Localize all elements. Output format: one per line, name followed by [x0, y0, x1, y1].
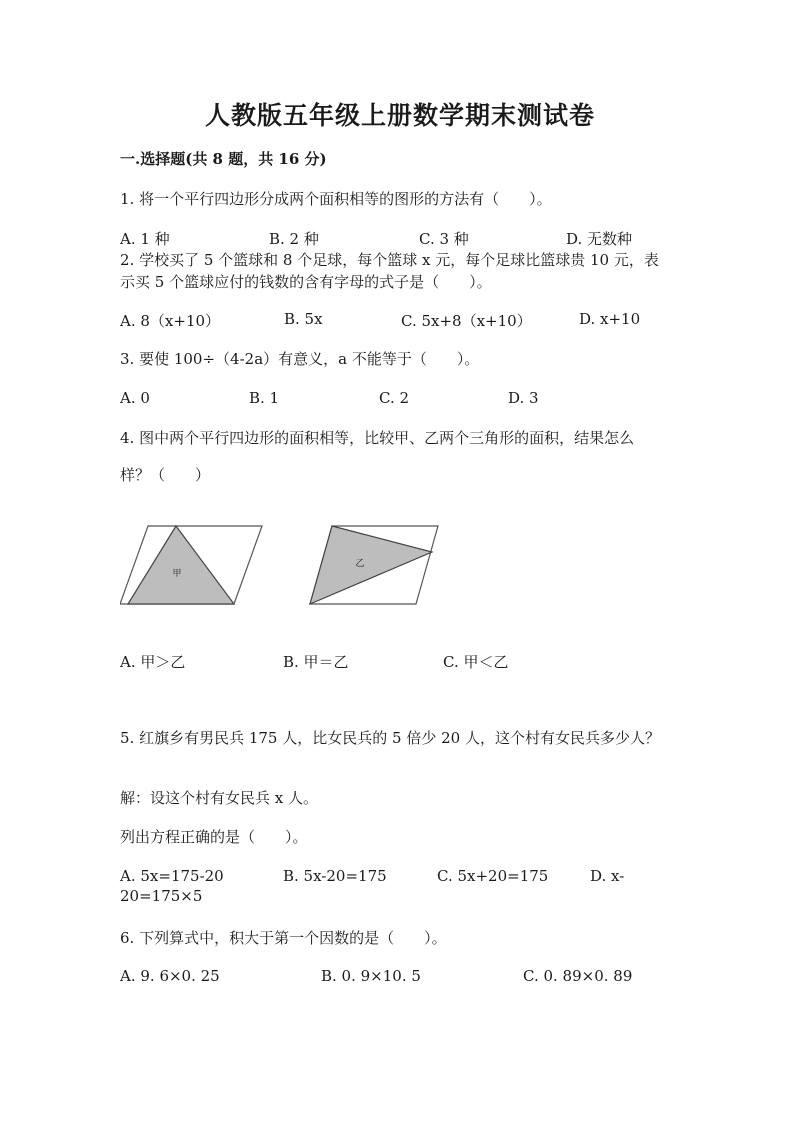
question-5-option-b: B. 5x-20=175: [283, 867, 387, 885]
question-3-text: 3. 要使 100÷（4-2a）有意义，a 不能等于（ ）。: [120, 350, 480, 368]
question-5-prompt: 列出方程正确的是（ ）。: [120, 828, 308, 846]
question-4-text-line-1: 4. 图中两个平行四边形的面积相等，比较甲、乙两个三角形的面积，结果怎么: [120, 429, 635, 447]
question-2-text-line-2: 示买 5 个篮球应付的钱数的含有字母的式子是（ ）。: [120, 273, 492, 291]
page-title: 人教版五年级上册数学期末测试卷: [204, 101, 595, 130]
question-2-option-b: B. 5x: [284, 310, 323, 328]
question-1-option-b: B. 2 种: [269, 230, 319, 248]
question-2-option-d: D. x+10: [579, 310, 641, 328]
section-heading: 一.选择题(共 8 题，共 16 分): [120, 150, 327, 168]
question-4-option-c: C. 甲＜乙: [443, 653, 509, 671]
parallelogram-figure: [120, 520, 450, 610]
question-3-option-c: C. 2: [379, 389, 410, 407]
question-5-solution: 解：设这个村有女民兵 x 人。: [120, 789, 318, 807]
question-3-option-d: D. 3: [508, 389, 539, 407]
question-6-option-c: C. 0. 89×0. 89: [523, 967, 633, 985]
question-4-text-line-2: 样？（ ）: [120, 466, 211, 484]
label-yi: 乙: [355, 559, 365, 569]
label-jia: 甲: [172, 569, 182, 579]
question-1-option-d: D. 无数种: [566, 230, 633, 248]
question-5-text: 5. 红旗乡有男民兵 175 人，比女民兵的 5 倍少 20 人，这个村有女民兵多少人？: [120, 729, 660, 747]
question-1-option-c: C. 3 种: [419, 230, 469, 248]
question-3-option-a: A. 0: [120, 389, 150, 407]
question-6-text: 6. 下列算式中，积大于第一个因数的是（ ）。: [120, 929, 447, 947]
question-5-option-d-continued: 20=175×5: [120, 887, 203, 905]
question-1-option-a: A. 1 种: [120, 230, 170, 248]
question-1-text: 1. 将一个平行四边形分成两个面积相等的图形的方法有（ ）。: [120, 190, 552, 208]
question-4-option-a: A. 甲＞乙: [120, 653, 186, 671]
question-2-text-line-1: 2. 学校买了 5 个篮球和 8 个足球，每个篮球 x 元，每个足球比篮球贵 10 元，表: [120, 251, 659, 269]
question-6-option-b: B. 0. 9×10. 5: [321, 967, 421, 985]
question-4-option-b: B. 甲＝乙: [283, 653, 349, 671]
triangle-yi: [310, 526, 432, 604]
question-5-option-c: C. 5x+20=175: [437, 867, 549, 885]
question-5-option-a: A. 5x=175-20: [120, 867, 224, 885]
question-2-option-a: A. 8（x+10）: [120, 312, 221, 330]
question-3-option-b: B. 1: [249, 389, 280, 407]
question-6-option-a: A. 9. 6×0. 25: [120, 967, 220, 985]
question-2-option-c: C. 5x+8（x+10）: [401, 312, 532, 330]
question-5-option-d: D. x-: [590, 867, 625, 885]
